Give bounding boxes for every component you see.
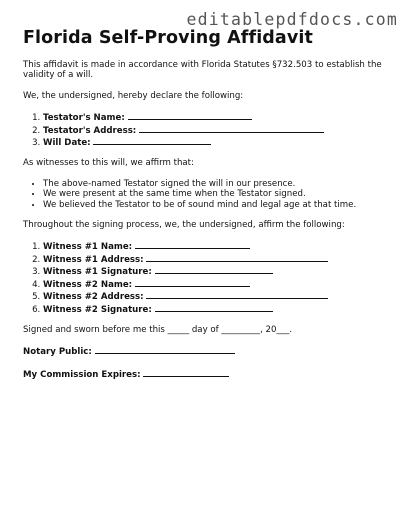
intro-paragraph: This affidavit is made in accordance with Florida Statutes §732.503 to establish the validity of a will. (23, 60, 382, 81)
witness2-signature-item (43, 303, 397, 315)
notary-field[interactable] (95, 345, 235, 354)
witness1-signature-field[interactable] (155, 265, 273, 274)
witness1-name-label: Witness #1 Name: (43, 242, 133, 253)
will-date-label: Will Date: (43, 138, 91, 149)
commission-field[interactable] (143, 368, 229, 377)
witness2-signature-label: Witness #2 Signature: (43, 304, 152, 315)
testator-name-item (43, 111, 397, 123)
witness2-address-label: Witness #2 Address: (43, 292, 144, 303)
witness2-name-field[interactable] (135, 278, 250, 287)
testator-name-label: Testator's Name: (43, 113, 125, 124)
commission-label: My Commission Expires: (23, 369, 141, 380)
testator-address-field[interactable] (139, 124, 324, 133)
document-title: Florida Self-Proving Affidavit (23, 28, 313, 48)
affirmation-item: • We believed the Testator to be of sound mind and legal age at that time. (43, 200, 397, 210)
witness2-name-item (43, 278, 397, 290)
witness-affirm-paragraph: As witnesses to this will, we affirm that: (23, 158, 194, 169)
witness-fields-list (23, 240, 397, 314)
witness1-address-field[interactable] (146, 253, 328, 262)
witness1-name-field[interactable] (135, 240, 250, 249)
witness2-signature-field[interactable] (155, 303, 273, 312)
will-date-item (43, 136, 397, 148)
witness1-address-item (43, 253, 397, 265)
testator-address-label: Testator's Address: (43, 125, 137, 136)
witness2-address-field[interactable] (146, 290, 328, 299)
declare-paragraph: We, the undersigned, hereby declare the following: (23, 90, 244, 101)
testator-fields-list (23, 111, 397, 148)
notary-label: Notary Public: (23, 347, 92, 358)
witness1-signature-label: Witness #1 Signature: (43, 267, 152, 278)
will-date-field[interactable] (93, 136, 211, 145)
signing-intro-paragraph: Throughout the signing process, we, the undersigned, affirm the following: (23, 220, 345, 231)
witness2-name-label: Witness #2 Name: (43, 279, 133, 290)
sworn-statement: Signed and sworn before me this _____ day of _________, 20___. (23, 324, 293, 335)
affirmation-item: • We were present at the same time when the Testator signed. (43, 189, 397, 199)
witness1-name-item (43, 240, 397, 252)
witness1-signature-item (43, 265, 397, 277)
notary-line (23, 345, 397, 357)
testator-name-field[interactable] (128, 111, 252, 120)
witness2-address-item (43, 290, 397, 302)
watermark: editablepdfdocs.com (186, 10, 398, 29)
affirmations-list (23, 179, 397, 210)
affirmation-item: • The above-named Testator signed the will in our presence. (43, 179, 397, 189)
commission-line (23, 368, 397, 380)
affidavit-document (23, 28, 397, 390)
testator-address-item (43, 124, 397, 136)
witness1-address-label: Witness #1 Address: (43, 254, 144, 265)
